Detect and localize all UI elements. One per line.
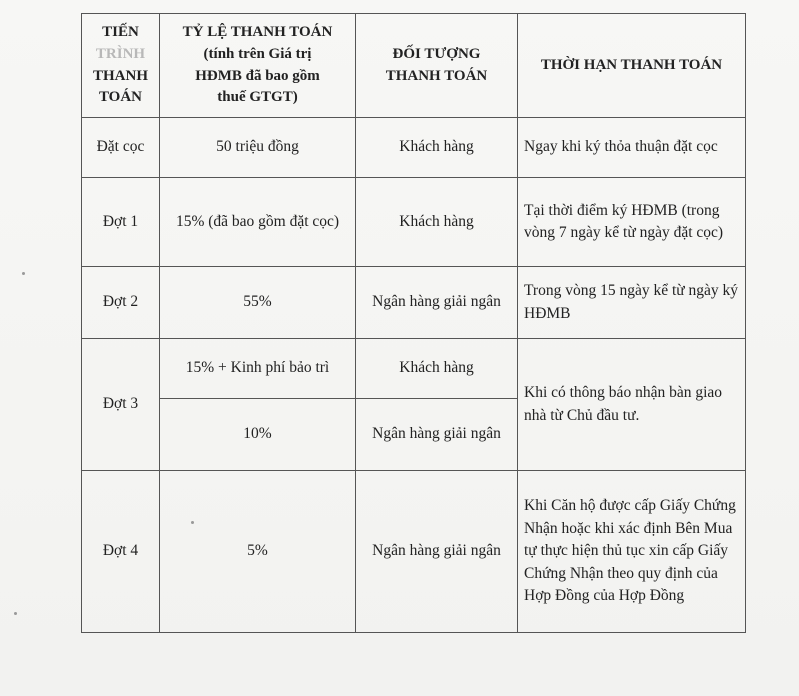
- payment-schedule-table: [81, 13, 746, 633]
- header-stage-line2: TRÌNH: [95, 45, 146, 62]
- cell-stage: Đợt 3: [82, 339, 160, 471]
- cell-deadline: Trong vòng 15 ngày kể từ ngày ký HĐMB: [518, 267, 746, 339]
- cell-stage: Đợt 1: [82, 178, 160, 267]
- header-rate-line2: (tính trên Giá trị: [203, 45, 312, 62]
- cell-payer: Ngân hàng giải ngân: [356, 267, 518, 339]
- cell-deadline: Khi Căn hộ được cấp Giấy Chứng Nhận hoặc khi xác định Bên Mua tự thực hiện thủ tục xin cấp Giấy Chứng Nhận theo quy định của Hợp Đồng của Hợp Đồng: [518, 471, 746, 633]
- cell-stage: Đặt cọc: [82, 118, 160, 178]
- cell-rate: 15% (đã bao gồm đặt cọc): [160, 178, 356, 267]
- cell-deadline: Khi có thông báo nhận bàn giao nhà từ Chủ đầu tư.: [518, 339, 746, 471]
- scan-speck: [14, 612, 17, 615]
- cell-stage: Đợt 4: [82, 471, 160, 633]
- cell-payer: Khách hàng: [356, 339, 518, 399]
- header-stage-line3: THANH: [92, 67, 148, 84]
- table-row-stage-3a: [82, 339, 746, 399]
- cell-stage: Đợt 2: [82, 267, 160, 339]
- header-stage-line4: TOÁN: [98, 89, 143, 106]
- header-row: [82, 14, 746, 118]
- cell-payer: Khách hàng: [356, 178, 518, 267]
- header-rate: [160, 14, 356, 118]
- header-deadline: THỜI HẠN THANH TOÁN: [518, 14, 746, 118]
- header-rate-line4: thuế GTGT): [217, 89, 298, 106]
- cell-rate: 15% + Kinh phí bảo trì: [160, 339, 356, 399]
- cell-payer: Khách hàng: [356, 118, 518, 178]
- cell-rate: 5%: [160, 471, 356, 633]
- header-payer-line2: THANH TOÁN: [385, 67, 488, 84]
- cell-payer: Ngân hàng giải ngân: [356, 399, 518, 471]
- scan-speck: [22, 272, 25, 275]
- cell-rate: 55%: [160, 267, 356, 339]
- table-row-stage-1: [82, 178, 746, 267]
- header-stage-line1: TIẾN: [102, 24, 139, 40]
- header-stage: [82, 14, 160, 118]
- cell-payer: Ngân hàng giải ngân: [356, 471, 518, 633]
- header-rate-line1: TỶ LỆ THANH TOÁN: [182, 24, 333, 40]
- header-payer: [356, 14, 518, 118]
- header-payer-line1: ĐỐI TƯỢNG: [392, 45, 481, 62]
- table-row-stage-2: [82, 267, 746, 339]
- cell-rate: 10%: [160, 399, 356, 471]
- table-row-deposit: [82, 118, 746, 178]
- table-row-stage-4: [82, 471, 746, 633]
- cell-deadline: Ngay khi ký thỏa thuận đặt cọc: [518, 118, 746, 178]
- cell-rate: 50 triệu đồng: [160, 118, 356, 178]
- cell-deadline: Tại thời điểm ký HĐMB (trong vòng 7 ngày kể từ ngày đặt cọc): [518, 178, 746, 267]
- header-rate-line3: HĐMB đã bao gồm: [195, 67, 320, 84]
